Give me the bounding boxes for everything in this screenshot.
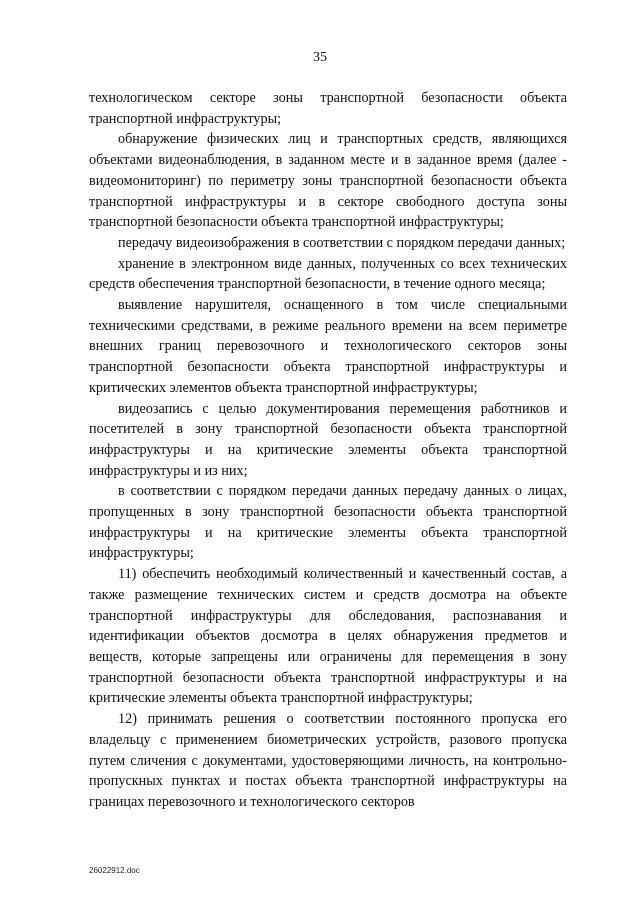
paragraph-data-storage: хранение в электронном виде данных, полученных со всех технических средств обеспечения транспортной безопасности, в течение одного месяца; <box>89 255 567 293</box>
page-number: 35 <box>313 50 327 65</box>
paragraph-video-recording: видеозапись с целью документирования перемещения работников и посетителей в зону транспортной безопасности объекта транспортной инфраструктуры и на критические элементы объекта транспортной инфраструктуры и из них; <box>89 400 567 479</box>
paragraph-video-transfer: передачу видеоизображения в соответствии с порядком передачи данных; <box>118 234 566 251</box>
paragraph-item-11-screening-means: 11) обеспечить необходимый количественный и качественный состав, а также размещение технических систем и средств досмотра на объекте транспортной инфраструктуры для обследования, распознавания и идентификации объектов досмотра в целях обнаружения предметов и веществ, которые запрещены или ограничены для перемещения в зону транспортной безопасности объекта транспортной инфраструктуры и на критические элементы объекта транспортной инфраструктуры; <box>89 566 567 707</box>
paragraph-item-12-pass-verification: 12) принимать решения о соответствии постоянного пропуска его владельцу с применением биометрических устройств, разового пропуска путем сличения с документами, удостоверяющими личность, на контрольно-пропускных пунктах и постах объекта транспортной инфраструктуры на границах перевозочного и технологического секторов <box>89 711 567 810</box>
paragraph-admitted-persons-data: в соответствии с порядком передачи данных передачу данных о лицах, пропущенных в зону транспортной безопасности объекта транспортной инфраструктуры и на критические элементы объекта транспортной инфраструктуры; <box>89 483 567 562</box>
paragraph-intruder-detection: выявление нарушителя, оснащенного в том числе специальными техническими средствами, в режиме реального времени на всем периметре внешних границ перевозочного и технологического секторов зоны транспортной безопасности объекта транспортной инфраструктуры и критических элементов объекта транспортной инфраструктуры; <box>89 297 567 396</box>
paragraph-transport-sector-end: технологическом секторе зоны транспортной безопасности объекта транспортной инфраструктуры; <box>89 90 567 127</box>
document-body <box>89 88 567 813</box>
footer-filename: 26022912.doc <box>89 866 140 875</box>
paragraph-detection-videomonitoring: обнаружение физических лиц и транспортных средств, являющихся объектами видеонаблюдения, в заданном месте и в заданное время (далее - видеомониторинг) по периметру зоны транспортной безопасности объекта транспортной инфраструктуры и в секторе свободного доступа зоны транспортной безопасности объекта транспортной инфраструктуры; <box>89 131 567 231</box>
